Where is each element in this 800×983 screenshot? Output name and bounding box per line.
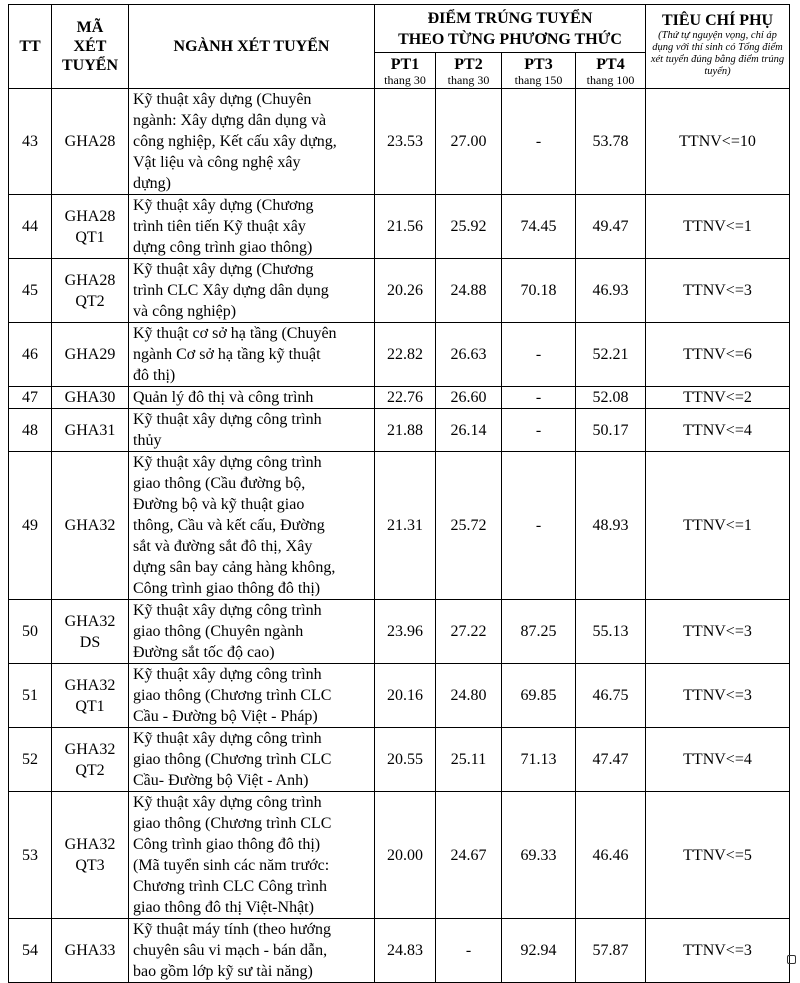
score-pt1: 20.16 [375,664,436,728]
score-pt3: - [502,452,576,600]
table-row [9,452,790,600]
major-name: Kỹ thuật xây dựng công trình thủy [129,409,375,452]
tiebreak-criteria: TTNV<=4 [646,409,790,452]
score-pt1: 20.26 [375,259,436,323]
score-pt1: 20.00 [375,792,436,919]
major-code: GHA32 DS [52,600,129,664]
row-number: 53 [9,792,52,919]
tiebreak-criteria: TTNV<=3 [646,259,790,323]
score-pt3: 71.13 [502,728,576,792]
major-name: Kỹ thuật máy tính (theo hướng chuyên sâu vi mạch - bán dẫn, bao gồm lớp kỹ sư tài năng) [129,919,375,983]
tiebreak-criteria: TTNV<=3 [646,600,790,664]
score-pt4: 46.75 [576,664,646,728]
admission-scores-table [8,4,790,983]
header-method-pt4: PT4 thang 100 [576,53,646,89]
score-pt4: 52.08 [576,387,646,409]
score-pt1: 20.55 [375,728,436,792]
resize-handle-icon [787,955,796,964]
score-pt2: - [436,919,502,983]
header-tt: TT [9,5,52,89]
major-name: Quản lý đô thị và công trình [129,387,375,409]
tiebreak-criteria: TTNV<=4 [646,728,790,792]
header-code: MÃ XÉT TUYỂN [52,5,129,89]
score-pt4: 53.78 [576,89,646,195]
major-name: Kỹ thuật xây dựng công trình giao thông (Cầu đường bộ, Đường bộ và kỹ thuật giao thông, Cầu và kết cấu, Đường sắt và đường sắt đô thị, Xây dựng sân bay cảng hàng không, Công trình giao thông đô thị) [129,452,375,600]
major-code: GHA28 [52,89,129,195]
score-pt4: 49.47 [576,195,646,259]
major-code: GHA28 QT1 [52,195,129,259]
header-score-title: ĐIỂM TRÚNG TUYỂN THEO TỪNG PHƯƠNG THỨC [375,5,646,53]
tiebreak-criteria: TTNV<=3 [646,664,790,728]
score-pt3: - [502,89,576,195]
score-pt3: - [502,323,576,387]
tiebreak-criteria: TTNV<=2 [646,387,790,409]
header-method-pt2: PT2 thang 30 [436,53,502,89]
table-row [9,195,790,259]
score-pt4: 57.87 [576,919,646,983]
score-pt2: 26.60 [436,387,502,409]
score-pt3: 69.33 [502,792,576,919]
score-pt4: 47.47 [576,728,646,792]
score-pt4: 46.46 [576,792,646,919]
table-row [9,259,790,323]
table-row [9,919,790,983]
score-pt1: 21.56 [375,195,436,259]
table-row [9,409,790,452]
major-name: Kỹ thuật xây dựng công trình giao thông (Chuyên ngành Đường sắt tốc độ cao) [129,600,375,664]
major-name: Kỹ thuật xây dựng (Chuyên ngành: Xây dựng dân dụng và công nghiệp, Kết cấu xây dựng, Vật liệu và công nghệ xây dựng) [129,89,375,195]
table-row [9,664,790,728]
header-method-pt1: PT1 thang 30 [375,53,436,89]
major-code: GHA33 [52,919,129,983]
score-pt4: 50.17 [576,409,646,452]
score-pt1: 21.31 [375,452,436,600]
table-body [9,89,790,983]
score-pt2: 24.80 [436,664,502,728]
tiebreak-criteria: TTNV<=1 [646,195,790,259]
score-pt1: 23.96 [375,600,436,664]
major-name: Kỹ thuật xây dựng công trình giao thông (Chương trình CLC Cầu - Đường bộ Việt - Pháp) [129,664,375,728]
table-row [9,792,790,919]
score-pt2: 24.67 [436,792,502,919]
score-pt3: 70.18 [502,259,576,323]
row-number: 48 [9,409,52,452]
major-name: Kỹ thuật xây dựng (Chương trình CLC Xây dựng dân dụng và công nghiệp) [129,259,375,323]
table-row [9,89,790,195]
score-pt1: 24.83 [375,919,436,983]
row-number: 54 [9,919,52,983]
score-pt2: 24.88 [436,259,502,323]
score-pt2: 25.92 [436,195,502,259]
score-pt3: - [502,409,576,452]
score-pt1: 21.88 [375,409,436,452]
score-pt2: 26.63 [436,323,502,387]
row-number: 44 [9,195,52,259]
score-pt2: 26.14 [436,409,502,452]
score-pt4: 48.93 [576,452,646,600]
row-number: 52 [9,728,52,792]
major-code: GHA32 [52,452,129,600]
score-pt3: 74.45 [502,195,576,259]
row-number: 47 [9,387,52,409]
major-code: GHA32 QT2 [52,728,129,792]
major-code: GHA31 [52,409,129,452]
tiebreak-criteria: TTNV<=10 [646,89,790,195]
score-pt2: 27.22 [436,600,502,664]
table-row [9,323,790,387]
major-code: GHA30 [52,387,129,409]
major-code: GHA28 QT2 [52,259,129,323]
table-row [9,728,790,792]
score-pt3: - [502,387,576,409]
row-number: 49 [9,452,52,600]
score-pt2: 25.72 [436,452,502,600]
score-pt2: 27.00 [436,89,502,195]
score-pt2: 25.11 [436,728,502,792]
score-pt1: 22.82 [375,323,436,387]
score-pt4: 55.13 [576,600,646,664]
score-pt3: 92.94 [502,919,576,983]
criteria-note: (Thứ tự nguyện vọng, chỉ áp dụng với thí sinh có Tổng điểm xét tuyển đúng bằng điểm trúng tuyển) [650,30,785,77]
major-name: Kỹ thuật xây dựng (Chương trình tiên tiến Kỹ thuật xây dựng công trình giao thông) [129,195,375,259]
row-number: 46 [9,323,52,387]
score-pt1: 22.76 [375,387,436,409]
tiebreak-criteria: TTNV<=6 [646,323,790,387]
table-row [9,600,790,664]
tiebreak-criteria: TTNV<=3 [646,919,790,983]
table-row [9,387,790,409]
row-number: 43 [9,89,52,195]
row-number: 50 [9,600,52,664]
score-pt1: 23.53 [375,89,436,195]
major-code: GHA32 QT1 [52,664,129,728]
header-criteria: TIÊU CHÍ PHỤ (Thứ tự nguyện vọng, chỉ áp dụng với thí sinh có Tổng điểm xét tuyển đúng bằng điểm trúng tuyển) [646,5,790,89]
major-name: Kỹ thuật xây dựng công trình giao thông (Chương trình CLC Công trình giao thông đô thị) (Mã tuyển sinh các năm trước: Chương trình CLC Công trình giao thông đô thị Việt-Nhật) [129,792,375,919]
major-name: Kỹ thuật cơ sở hạ tầng (Chuyên ngành Cơ sở hạ tầng kỹ thuật đô thị) [129,323,375,387]
score-pt3: 87.25 [502,600,576,664]
tiebreak-criteria: TTNV<=1 [646,452,790,600]
row-number: 51 [9,664,52,728]
row-number: 45 [9,259,52,323]
major-name: Kỹ thuật xây dựng công trình giao thông (Chương trình CLC Cầu- Đường bộ Việt - Anh) [129,728,375,792]
major-code: GHA29 [52,323,129,387]
header-method-pt3: PT3 thang 150 [502,53,576,89]
major-code: GHA32 QT3 [52,792,129,919]
score-pt4: 52.21 [576,323,646,387]
score-pt4: 46.93 [576,259,646,323]
score-pt3: 69.85 [502,664,576,728]
tiebreak-criteria: TTNV<=5 [646,792,790,919]
header-major-name: NGÀNH XÉT TUYỂN [129,5,375,89]
